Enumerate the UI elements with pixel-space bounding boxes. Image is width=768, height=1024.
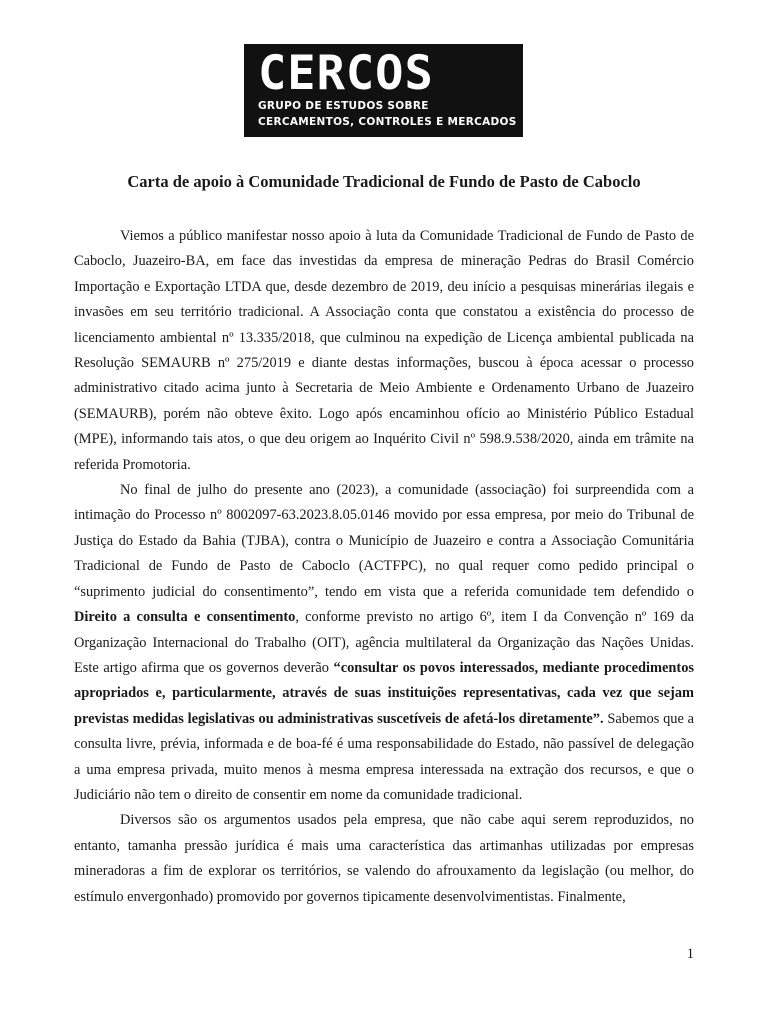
paragraph-3: Diversos são os argumentos usados pela empresa, que não cabe aqui serem reproduzidos, no entanto, tamanha pressão jurídica é mais uma característica das artimanhas utilizadas por empresas mineradoras a fim de explorar os territórios, se valendo do afrouxamento da legislação (ou melhor, do estímulo envergonhado) promovido por governos tipicamente desenvolvimentistas. Finalmente, <box>74 812 694 905</box>
cercos-logo <box>244 44 523 137</box>
letter-body <box>74 224 694 910</box>
logo-subtitle-line-2: CERCAMENTOS, CONTROLES E MERCADOS <box>258 116 517 128</box>
paragraph-2-text-a: No final de julho do presente ano (2023), a comunidade (associação) foi surpreendida com a intimação do Processo nº 8002097-63.2023.8.05.0146 movido por essa empresa, por meio do Tribunal de Justiça do Estado da Bahia (TJBA), contra o Município de Juazeiro e contra a Associação Comunitária Tradicional de Fundo de Pasto de Caboclo (ACTFPC), no qual requer como pedido principal o “suprimento judicial do consentimento”, tendo em vista que a referida comunidade tem defendido o <box>74 482 694 600</box>
document-title: Carta de apoio à Comunidade Tradicional de Fundo de Pasto de Caboclo <box>127 172 641 191</box>
page-number: 1 <box>686 946 694 962</box>
paragraph-2 <box>74 478 694 808</box>
paragraph-2-text-c: , conforme previsto no artigo 6º, item I da Convenção nº 169 da Organização Internacional do Trabalho (OIT), agência multilateral da Organização das Nações Unidas. Este artigo afirma que os governos deverão <box>74 609 694 676</box>
paragraph-2-bold-right: Direito a consulta e consentimento <box>74 609 296 626</box>
paragraph-1: Viemos a público manifestar nosso apoio à luta da Comunidade Tradicional de Fundo de Pasto de Caboclo, Juazeiro-BA, em face das investidas da empresa de mineração Pedras do Brasil Comércio Importação e Exportação LTDA que, desde dezembro de 2019, deu início a pesquisas minerárias ilegais e invasões em seu território tradicional. A Associação conta que constatou a existência do processo de licenciamento ambiental nº 13.335/2018, que culminou na expedição de Licença ambiental publicada na Resolução SEMAURB nº 275/2019 e diante destas informações, buscou à época acessar o processo administrativo citado acima junto à Secretaria de Meio Ambiente e Ordenamento Urbano de Juazeiro (SEMAURB), porém não obteve êxito. Logo após encaminhou ofício ao Ministério Público Estadual (MPE), informando tais atos, o que deu origem ao Inquérito Civil nº 598.9.538/2020, ainda em trâmite na referida Promotoria. <box>74 228 694 473</box>
logo-subtitle-line-1: GRUPO DE ESTUDOS SOBRE <box>258 100 429 112</box>
logo-wordmark: CERCOS <box>258 46 434 101</box>
paragraph-2-text-e: Sabemos que a consulta livre, prévia, informada e de boa-fé é uma responsabilidade do Estado, não passível de delegação a uma empresa privada, muito menos à mesma empresa interessada na extração dos recursos, e que o Judiciário não tem o direito de consentir em nome da comunidade tradicional. <box>74 710 694 803</box>
paragraph-2-bold-quote: “consultar os povos interessados, mediante procedimentos apropriados e, particularmente, através de suas instituições representativas, cada vez que sejam previstas medidas legislativas ou administrativas suscetíveis de afetá-los diretamente”. <box>74 659 695 727</box>
